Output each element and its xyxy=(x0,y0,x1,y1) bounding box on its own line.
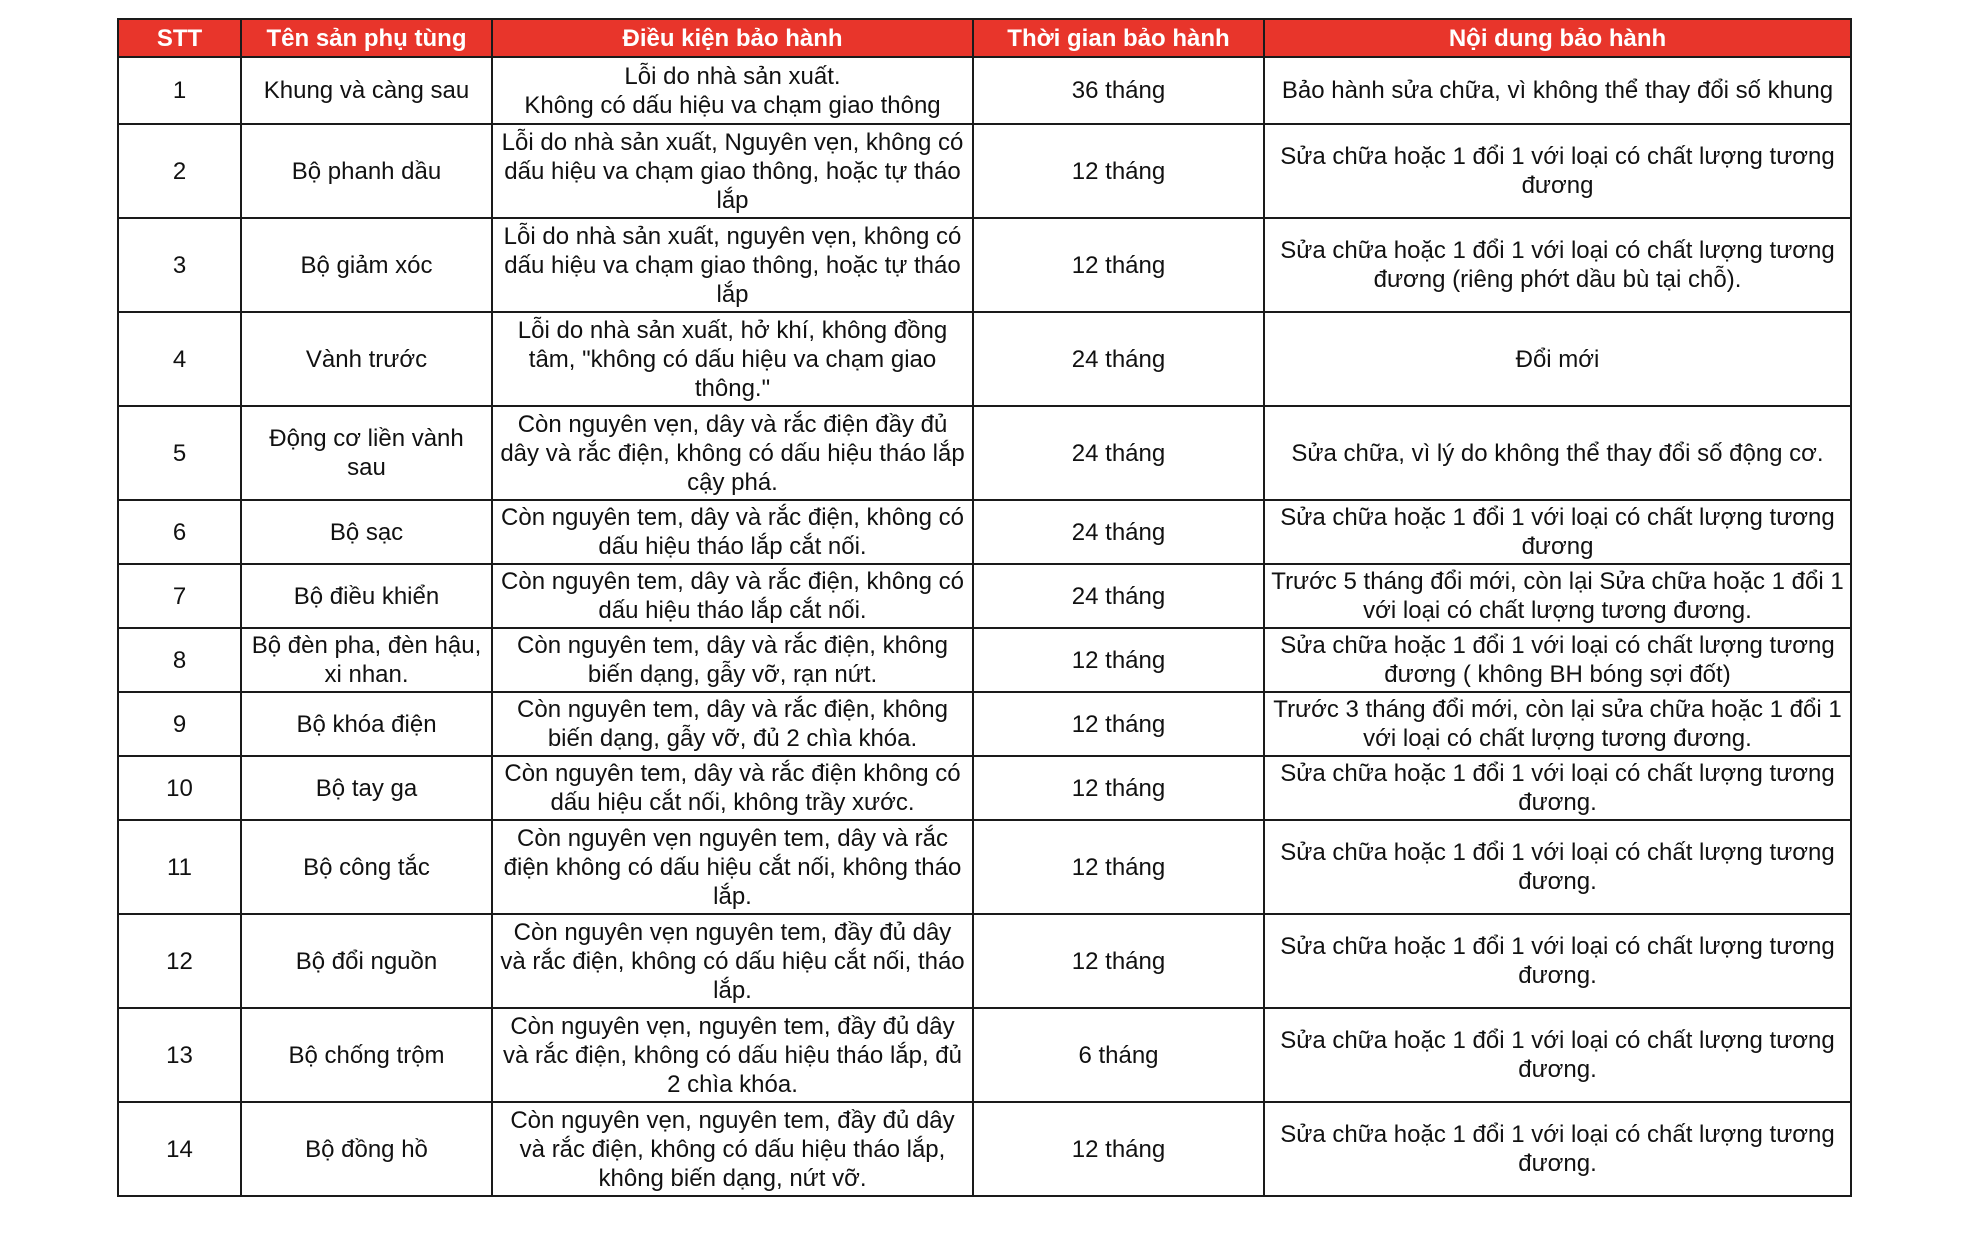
table-row xyxy=(118,500,1851,564)
warranty-table xyxy=(117,18,1852,1197)
cell-stt: 13 xyxy=(118,1008,241,1102)
table-row xyxy=(118,756,1851,820)
cell-part-name: Bộ chống trộm xyxy=(241,1008,492,1102)
cell-stt: 12 xyxy=(118,914,241,1008)
cell-part-name: Động cơ liền vành sau xyxy=(241,406,492,500)
cell-content: Sửa chữa hoặc 1 đổi 1 với loại có chất lượng tương đương. xyxy=(1264,1008,1851,1102)
cell-part-name: Bộ đổi nguồn xyxy=(241,914,492,1008)
cell-period: 24 tháng xyxy=(973,564,1264,628)
cell-part-name: Bộ tay ga xyxy=(241,756,492,820)
cell-condition: Còn nguyên tem, dây và rắc điện, không biến dạng, gẫy vỡ, rạn nứt. xyxy=(492,628,973,692)
cell-condition: Còn nguyên vẹn nguyên tem, đầy đủ dây và rắc điện, không có dấu hiệu cắt nối, tháo lắp. xyxy=(492,914,973,1008)
cell-condition: Còn nguyên tem, dây và rắc điện, không có dấu hiệu tháo lắp cắt nối. xyxy=(492,500,973,564)
cell-period: 12 tháng xyxy=(973,914,1264,1008)
cell-stt: 2 xyxy=(118,124,241,218)
cell-period: 12 tháng xyxy=(973,124,1264,218)
cell-stt: 8 xyxy=(118,628,241,692)
table-row xyxy=(118,124,1851,218)
cell-period: 12 tháng xyxy=(973,820,1264,914)
table-row xyxy=(118,406,1851,500)
table-row xyxy=(118,57,1851,124)
table-row xyxy=(118,564,1851,628)
cell-condition: Còn nguyên vẹn, nguyên tem, đầy đủ dây và rắc điện, không có dấu hiệu tháo lắp, đủ 2 chìa khóa. xyxy=(492,1008,973,1102)
cell-content: Đổi mới xyxy=(1264,312,1851,406)
header-part-name: Tên sản phụ tùng xyxy=(241,19,492,57)
header-stt: STT xyxy=(118,19,241,57)
header-row xyxy=(118,19,1851,57)
cell-content: Sửa chữa hoặc 1 đổi 1 với loại có chất lượng tương đương xyxy=(1264,500,1851,564)
cell-content: Sửa chữa hoặc 1 đổi 1 với loại có chất lượng tương đương. xyxy=(1264,756,1851,820)
cell-stt: 4 xyxy=(118,312,241,406)
warranty-sheet xyxy=(117,18,1850,1197)
cell-condition: Lỗi do nhà sản xuất. Không có dấu hiệu va chạm giao thông xyxy=(492,57,973,124)
cell-condition: Còn nguyên tem, dây và rắc điện không có dấu hiệu cắt nối, không trầy xước. xyxy=(492,756,973,820)
cell-content: Sửa chữa hoặc 1 đổi 1 với loại có chất lượng tương đương ( không BH bóng sợi đốt) xyxy=(1264,628,1851,692)
cell-stt: 14 xyxy=(118,1102,241,1196)
cell-stt: 3 xyxy=(118,218,241,312)
table-row xyxy=(118,692,1851,756)
cell-condition: Lỗi do nhà sản xuất, hở khí, không đồng tâm, "không có dấu hiệu va chạm giao thông." xyxy=(492,312,973,406)
cell-condition: Còn nguyên vẹn, nguyên tem, đầy đủ dây và rắc điện, không có dấu hiệu tháo lắp, không biến dạng, nứt vỡ. xyxy=(492,1102,973,1196)
cell-part-name: Bộ điều khiển xyxy=(241,564,492,628)
cell-part-name: Bộ phanh dầu xyxy=(241,124,492,218)
table-row xyxy=(118,820,1851,914)
cell-content: Sửa chữa hoặc 1 đổi 1 với loại có chất lượng tương đương xyxy=(1264,124,1851,218)
cell-content: Sửa chữa, vì lý do không thể thay đổi số động cơ. xyxy=(1264,406,1851,500)
cell-part-name: Bộ đèn pha, đèn hậu, xi nhan. xyxy=(241,628,492,692)
table-row xyxy=(118,312,1851,406)
table-row xyxy=(118,914,1851,1008)
cell-period: 6 tháng xyxy=(973,1008,1264,1102)
cell-stt: 5 xyxy=(118,406,241,500)
cell-period: 12 tháng xyxy=(973,1102,1264,1196)
table-row xyxy=(118,628,1851,692)
table-row xyxy=(118,1008,1851,1102)
cell-period: 24 tháng xyxy=(973,500,1264,564)
cell-stt: 6 xyxy=(118,500,241,564)
cell-period: 12 tháng xyxy=(973,628,1264,692)
cell-period: 12 tháng xyxy=(973,692,1264,756)
cell-stt: 1 xyxy=(118,57,241,124)
cell-stt: 7 xyxy=(118,564,241,628)
cell-content: Sửa chữa hoặc 1 đổi 1 với loại có chất lượng tương đương. xyxy=(1264,820,1851,914)
cell-content: Trước 3 tháng đổi mới, còn lại sửa chữa hoặc 1 đổi 1 với loại có chất lượng tương đương. xyxy=(1264,692,1851,756)
header-content: Nội dung bảo hành xyxy=(1264,19,1851,57)
cell-period: 24 tháng xyxy=(973,312,1264,406)
cell-period: 36 tháng xyxy=(973,57,1264,124)
cell-part-name: Bộ khóa điện xyxy=(241,692,492,756)
cell-content: Bảo hành sửa chữa, vì không thể thay đổi số khung xyxy=(1264,57,1851,124)
cell-stt: 11 xyxy=(118,820,241,914)
cell-condition: Còn nguyên vẹn, dây và rắc điện đầy đủ dây và rắc điện, không có dấu hiệu tháo lắp cậy phá. xyxy=(492,406,973,500)
cell-condition: Lỗi do nhà sản xuất, Nguyên vẹn, không có dấu hiệu va chạm giao thông, hoặc tự tháo lắp xyxy=(492,124,973,218)
cell-stt: 9 xyxy=(118,692,241,756)
header-period: Thời gian bảo hành xyxy=(973,19,1264,57)
cell-period: 24 tháng xyxy=(973,406,1264,500)
cell-condition: Còn nguyên tem, dây và rắc điện, không có dấu hiệu tháo lắp cắt nối. xyxy=(492,564,973,628)
table-row xyxy=(118,218,1851,312)
cell-content: Sửa chữa hoặc 1 đổi 1 với loại có chất lượng tương đương. xyxy=(1264,1102,1851,1196)
cell-period: 12 tháng xyxy=(973,756,1264,820)
header-condition: Điều kiện bảo hành xyxy=(492,19,973,57)
cell-period: 12 tháng xyxy=(973,218,1264,312)
cell-part-name: Bộ đồng hồ xyxy=(241,1102,492,1196)
cell-part-name: Bộ công tắc xyxy=(241,820,492,914)
cell-part-name: Vành trước xyxy=(241,312,492,406)
cell-content: Sửa chữa hoặc 1 đổi 1 với loại có chất lượng tương đương (riêng phớt dầu bù tại chỗ). xyxy=(1264,218,1851,312)
cell-part-name: Bộ sạc xyxy=(241,500,492,564)
cell-condition: Lỗi do nhà sản xuất, nguyên vẹn, không có dấu hiệu va chạm giao thông, hoặc tự tháo lắp xyxy=(492,218,973,312)
cell-stt: 10 xyxy=(118,756,241,820)
table-row xyxy=(118,1102,1851,1196)
cell-content: Sửa chữa hoặc 1 đổi 1 với loại có chất lượng tương đương. xyxy=(1264,914,1851,1008)
cell-part-name: Khung và càng sau xyxy=(241,57,492,124)
cell-part-name: Bộ giảm xóc xyxy=(241,218,492,312)
cell-content: Trước 5 tháng đổi mới, còn lại Sửa chữa hoặc 1 đổi 1 với loại có chất lượng tương đương. xyxy=(1264,564,1851,628)
cell-condition: Còn nguyên tem, dây và rắc điện, không biến dạng, gẫy vỡ, đủ 2 chìa khóa. xyxy=(492,692,973,756)
cell-condition: Còn nguyên vẹn nguyên tem, dây và rắc điện không có dấu hiệu cắt nối, không tháo lắp. xyxy=(492,820,973,914)
